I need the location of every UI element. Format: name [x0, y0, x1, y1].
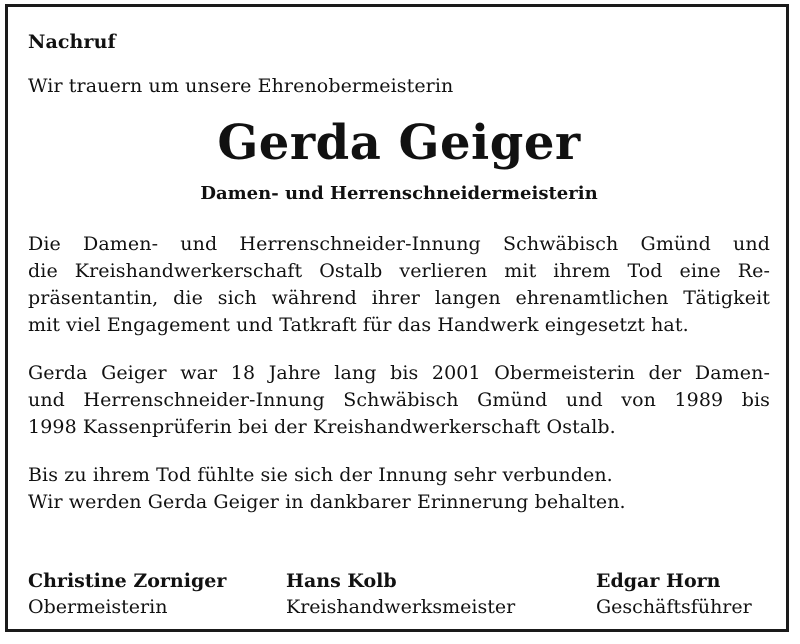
- paragraph-1-line: Die Damen- und Herrenschneider-Innung Schwäbisch Gmünd und: [28, 233, 770, 255]
- paragraph-1-line: präsentantin, die sich während ihrer langen ehrenamtlichen Tätigkeit: [28, 287, 770, 309]
- deceased-title: Damen- und Herrenschneidermeisterin: [200, 183, 598, 204]
- paragraph-3-line: Wir werden Gerda Geiger in dankbarer Erinnerung behalten.: [28, 491, 626, 513]
- notice-heading: Nachruf: [28, 31, 116, 53]
- intro-line: Wir trauern um unsere Ehrenobermeisterin: [28, 75, 454, 97]
- paragraph-2-line: und Herrenschneider-Innung Schwäbisch Gmünd und von 1989 bis: [28, 389, 770, 411]
- signatory-role: Geschäftsführer: [596, 596, 752, 618]
- paragraph-2-line: Gerda Geiger war 18 Jahre lang bis 2001 Obermeisterin der Damen-: [28, 362, 770, 384]
- paragraph-1-line: mit viel Engagement und Tatkraft für das Handwerk eingesetzt hat.: [28, 314, 689, 336]
- paragraph-2-line: 1998 Kassenprüferin bei der Kreishandwerkerschaft Ostalb.: [28, 416, 616, 438]
- signatory-name: Edgar Horn: [596, 570, 721, 592]
- signatory-role: Obermeisterin: [28, 596, 168, 618]
- signatory-role: Kreishandwerksmeister: [286, 596, 516, 618]
- paragraph-3-line: Bis zu ihrem Tod fühlte sie sich der Innung sehr verbunden.: [28, 464, 613, 486]
- paragraph-1-line: die Kreishandwerkerschaft Ostalb verlieren mit ihrem Tod eine Re-: [28, 260, 770, 282]
- signatory-name: Hans Kolb: [286, 570, 397, 592]
- deceased-name: Gerda Geiger: [217, 115, 581, 171]
- signatory-name: Christine Zorniger: [28, 570, 227, 592]
